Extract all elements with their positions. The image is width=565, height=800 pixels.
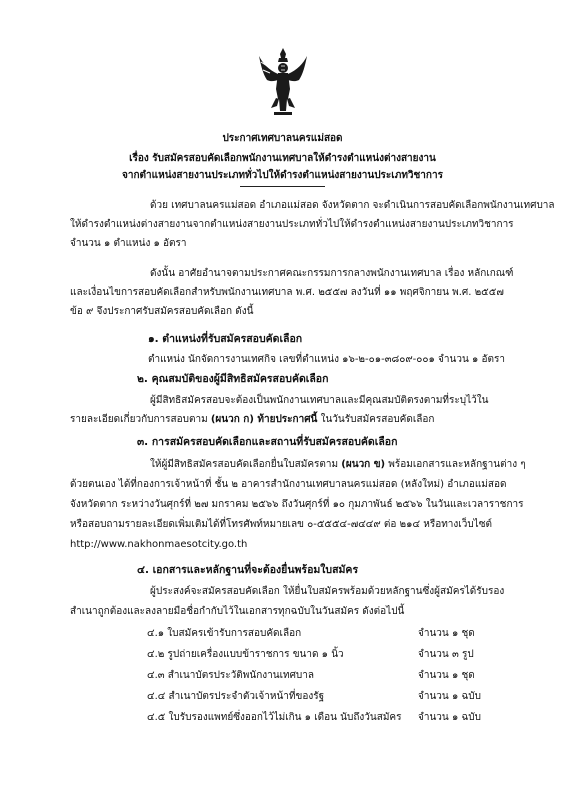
section-4-heading: ๔. เอกสารและหลักฐานที่จะต้องยื่นพร้อมใบสมัคร xyxy=(137,564,359,576)
document-item-qty: จำนวน ๑ ชุด xyxy=(418,628,475,639)
section-3-line-1: ให้ผู้มีสิทธิสมัครสอบคัดเลือกยื่นใบสมัครตาม (ผนวก ข) พร้อมเอกสารและหลักฐานต่าง ๆ xyxy=(150,459,526,470)
section-3-line-3: จังหวัดตาก ระหว่างวันศุกร์ที่ ๒๗ มกราคม ๒๕๖๖ ถึงวันศุกร์ที่ ๑๐ กุมภาพันธ์ ๒๕๖๖ ในวันและเวลาราชการ xyxy=(70,499,524,510)
basis-line-3: ข้อ ๙ จึงประกาศรับสมัครสอบคัดเลือก ดังนี้ xyxy=(70,306,254,317)
document-item-label: ๔.๑ ใบสมัครเข้ารับการสอบคัดเลือก xyxy=(147,628,302,639)
intro-line-2: ให้ดำรงตำแหน่งต่างสายงานจากตำแหน่งสายงานประเภททั่วไปให้ดำรงตำแหน่งสายงานประเภทวิชาการ xyxy=(70,219,514,230)
website-link[interactable] xyxy=(70,538,247,551)
announcement-title: ประกาศเทศบาลนครแม่สอด xyxy=(222,133,343,144)
document-item-qty: จำนวน ๑ ฉบับ xyxy=(418,712,481,723)
document-item-label: ๔.๒ รูปถ่ายเครื่องแบบข้าราชการ ขนาด ๑ นิ้ว xyxy=(147,649,344,660)
section-1-heading: ๑. ตำแหน่งที่รับสมัครสอบคัดเลือก xyxy=(148,333,303,345)
document-item-label: ๔.๓ สำเนาบัตรประวัติพนักงานเทศบาล xyxy=(147,670,315,681)
basis-line-1: ดังนั้น อาศัยอำนาจตามประกาศคณะกรรมการกลางพนักงานเทศบาล เรื่อง หลักเกณฑ์ xyxy=(150,268,514,279)
section-4-line-2: สำเนาถูกต้องและลงลายมือชื่อกำกับไว้ในเอกสารทุกฉบับในวันสมัคร ดังต่อไปนี้ xyxy=(70,606,405,617)
basis-line-2: และเงื่อนไขการสอบคัดเลือกสำหรับพนักงานเทศบาล พ.ศ. ๒๕๕๗ ลงวันที่ ๑๑ พฤศจิกายน พ.ศ. ๒๕๕๗ xyxy=(70,287,504,298)
subject-line-2: จากตำแหน่งสายงานประเภททั่วไปให้ดำรงตำแหน่งสายงานประเภทวิชาการ xyxy=(122,170,443,181)
intro-line-3: จำนวน ๑ ตำแหน่ง ๑ อัตรา xyxy=(70,238,187,249)
website-link-text[interactable]: http://www.nakhonmaesotcity.go.th xyxy=(70,539,248,550)
document-item-qty: จำนวน ๑ ชุด xyxy=(418,670,475,681)
basis-paragraph xyxy=(70,264,513,321)
section-3-line-2: ด้วยตนเอง ได้ที่กองการเจ้าหน้าที่ ชั้น ๒ อาคารสำนักงานเทศบาลนครแม่สอด (หลังใหม่) อำเภอแม่สอด xyxy=(70,479,507,490)
document-item-qty: จำนวน ๑ ฉบับ xyxy=(418,691,481,702)
subject-line-1: เรื่อง รับสมัครสอบคัดเลือกพนักงานเทศบาลให้ดำรงตำแหน่งต่างสายงาน xyxy=(129,153,436,164)
intro-paragraph xyxy=(70,196,555,253)
section-2-heading: ๒. คุณสมบัติของผู้มีสิทธิสมัครสอบคัดเลือก xyxy=(137,373,329,385)
title-divider xyxy=(240,186,325,187)
section-1-line: ตำแหน่ง นักจัดการงานเทศกิจ เลขที่ตำแหน่ง ๑๖-๒-๐๑-๓๘๐๙-๐๐๑ จำนวน ๑ อัตรา xyxy=(148,354,505,365)
annex-a-reference: (ผนวก ก) ท้ายประกาศนี้ xyxy=(210,414,318,425)
garuda-emblem-icon xyxy=(257,46,309,116)
section-3-line-4: หรือสอบถามรายละเอียดเพิ่มเติมได้ที่โทรศัพท์หมายเลข ๐-๕๕๕๔-๗๔๔๙ ต่อ ๒๑๔ หรือทางเว็บไซต์ xyxy=(70,519,492,530)
section-2-line-2: รายละเอียดเกี่ยวกับการสอบตาม (ผนวก ก) ท้ายประกาศนี้ ในวันรับสมัครสอบคัดเลือก xyxy=(70,414,435,425)
document-item-label: ๔.๕ ใบรับรองแพทย์ซึ่งออกไว้ไม่เกิน ๑ เดือน นับถึงวันสมัคร xyxy=(147,712,402,723)
section-2-line-1: ผู้มีสิทธิสมัครสอบจะต้องเป็นพนักงานเทศบาลและมีคุณสมบัติตรงตามที่ระบุไว้ใน xyxy=(150,395,489,406)
document-item-qty: จำนวน ๓ รูป xyxy=(418,649,474,660)
section-4-line-1: ผู้ประสงค์จะสมัครสอบคัดเลือก ให้ยื่นใบสมัครพร้อมด้วยหลักฐานซึ่งผู้สมัครได้รับรอง xyxy=(150,586,505,597)
section-3-heading: ๓. การสมัครสอบคัดเลือกและสถานที่รับสมัครสอบคัดเลือก xyxy=(137,436,398,448)
document-item-label: ๔.๔ สำเนาบัตรประจำตัวเจ้าหน้าที่ของรัฐ xyxy=(147,691,325,702)
intro-line-1: ด้วย เทศบาลนครแม่สอด อำเภอแม่สอด จังหวัดตาก จะดำเนินการสอบคัดเลือกพนักงานเทศบาล xyxy=(150,200,555,211)
annex-b-reference: (ผนวก ข) xyxy=(341,459,386,470)
